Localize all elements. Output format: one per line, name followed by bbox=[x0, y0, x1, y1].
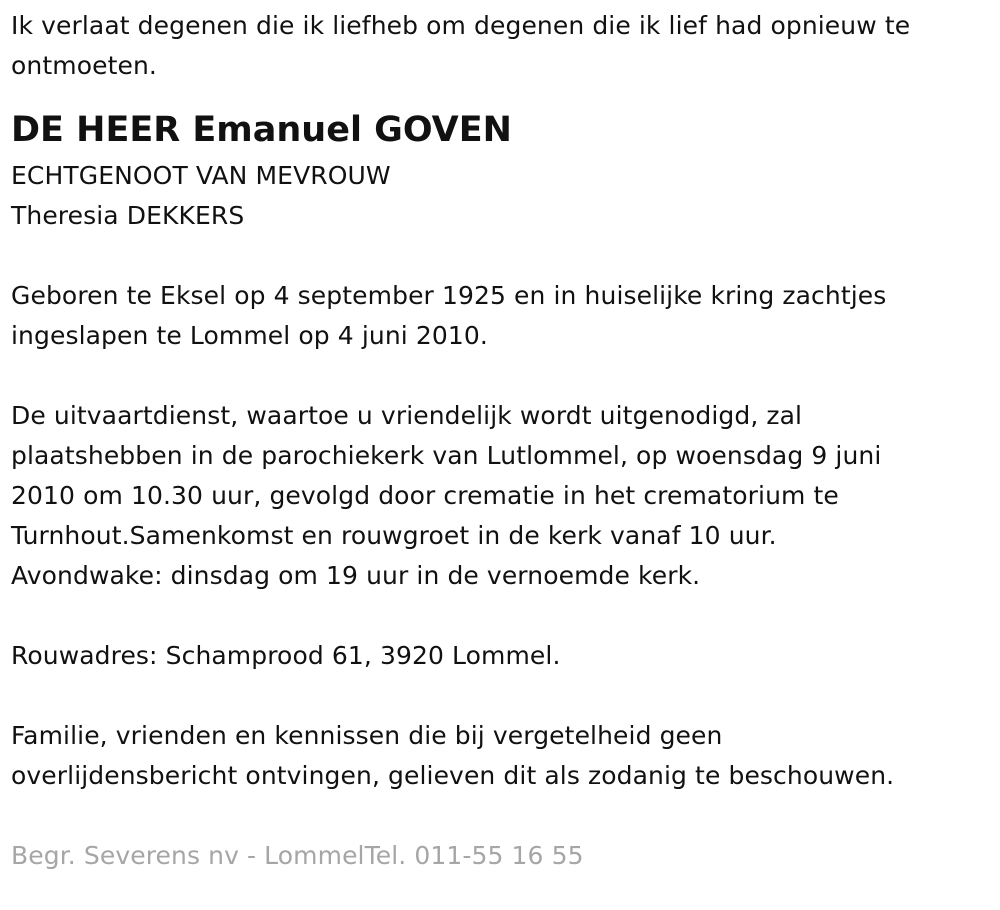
family-note-line: Familie, vrienden en kennissen die bij vergetelheid geen bbox=[11, 721, 723, 750]
quote-line: ontmoeten. bbox=[11, 51, 157, 80]
spacer bbox=[11, 676, 990, 716]
spacer bbox=[11, 356, 990, 396]
birth-death-block bbox=[11, 276, 990, 356]
quote-block bbox=[11, 6, 990, 86]
birth-death-line: ingeslapen te Lommel op 4 juni 2010. bbox=[11, 321, 488, 350]
birth-death-line: Geboren te Eksel op 4 september 1925 en in huiselijke kring zachtjes bbox=[11, 281, 887, 310]
spouse-block bbox=[11, 156, 990, 236]
spouse-name: Theresia DEKKERS bbox=[11, 201, 245, 230]
spacer bbox=[11, 796, 990, 836]
service-line: Turnhout.Samenkomst en rouwgroet in de kerk vanaf 10 uur. bbox=[11, 521, 777, 550]
service-line: 2010 om 10.30 uur, gevolgd door crematie in het crematorium te bbox=[11, 481, 839, 510]
funeral-home-footer: Begr. Severens nv - LommelTel. 011-55 16 55 bbox=[11, 841, 584, 870]
spouse-title: ECHTGENOOT VAN MEVROUW bbox=[11, 161, 391, 190]
service-line: plaatshebben in de parochiekerk van Lutlommel, op woensdag 9 juni bbox=[11, 441, 882, 470]
service-block bbox=[11, 396, 990, 596]
service-line: Avondwake: dinsdag om 19 uur in de vernoemde kerk. bbox=[11, 561, 701, 590]
quote-line: Ik verlaat degenen die ik liefheb om degenen die ik lief had opnieuw te bbox=[11, 11, 911, 40]
spacer bbox=[11, 596, 990, 636]
family-note-block bbox=[11, 716, 990, 796]
deceased-name: DE HEER Emanuel GOVEN bbox=[11, 110, 512, 150]
mourning-address: Rouwadres: Schamprood 61, 3920 Lommel. bbox=[11, 641, 561, 670]
family-note-line: overlijdensbericht ontvingen, gelieven dit als zodanig te beschouwen. bbox=[11, 761, 895, 790]
service-line: De uitvaartdienst, waartoe u vriendelijk wordt uitgenodigd, zal bbox=[11, 401, 803, 430]
spacer bbox=[11, 236, 990, 276]
